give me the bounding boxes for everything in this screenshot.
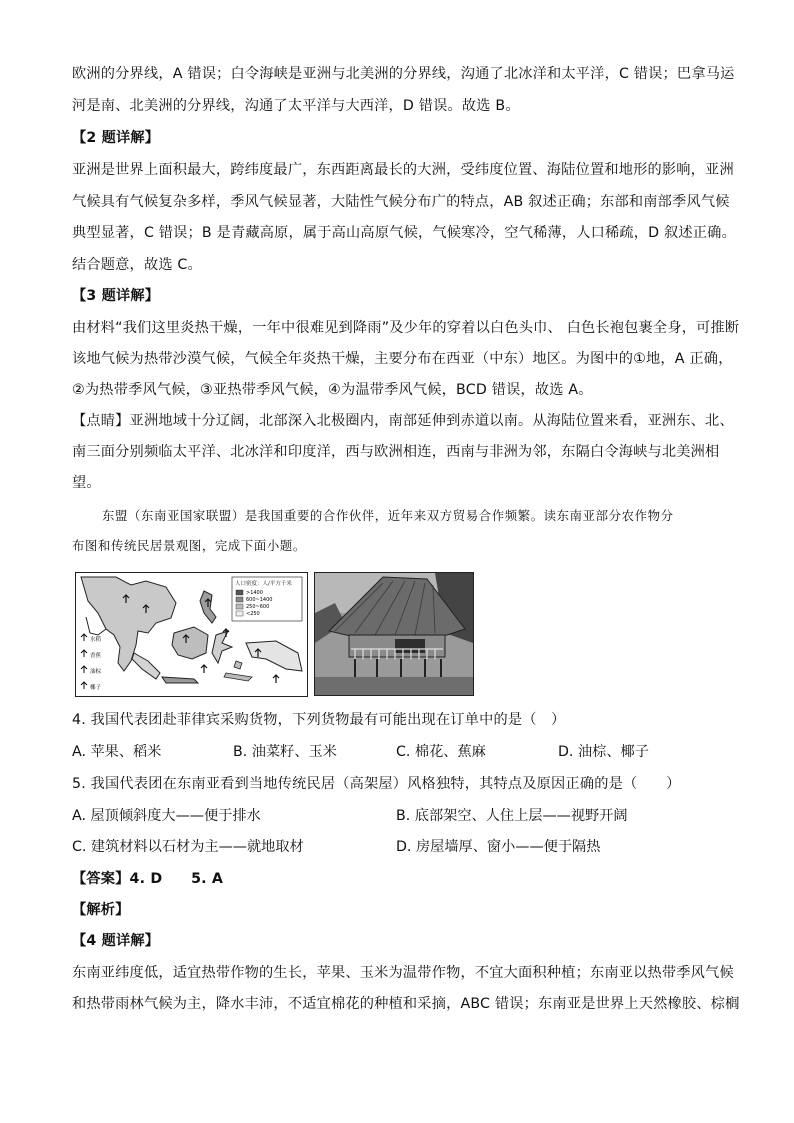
paragraph-line: 东南亚纬度低，适宜热带作物的生长，苹果、玉米为温带作物，不宜大面积种植；东南亚以热带季风气候 xyxy=(72,965,734,981)
legend-label: 250~600 xyxy=(246,604,270,610)
legend-swatch xyxy=(236,590,243,595)
sumatra-shape xyxy=(132,653,160,679)
note-paragraph-line: 南三面分别频临太平洋、北冰洋和印度洋，西与欧洲相连，西南与非洲为邻，东隔白令海峡与北美洲相 xyxy=(72,444,720,460)
paragraph-line: 亚洲是世界上面积最大，跨纬度最广，东西距离最长的大洲，受纬度位置、海陆位置和地形的影响，亚洲 xyxy=(72,162,734,178)
question-4: 4. 我国代表团赴菲律宾采购货物，下列货物最有可能出现在订单中的是（ ） xyxy=(72,712,566,728)
q5-option-d[interactable]: D. 房屋墙厚、窗小——便于隔热 xyxy=(396,839,601,855)
legend-label: <250 xyxy=(246,611,260,617)
island-shape xyxy=(224,673,252,681)
paragraph-line: 该地气候为热带沙漠气候，气候全年炎热干燥，主要分布在西亚（中东）地区。为图中的①地，A 正确， xyxy=(72,351,733,367)
legend-swatch xyxy=(236,597,243,602)
q4-option-a[interactable]: A. 苹果、稻米 xyxy=(72,744,162,760)
question-5: 5. 我国代表团在东南亚看到当地传统民居（高架屋）风格独特，其特点及原因正确的是（ ） xyxy=(72,776,681,792)
legend-swatch xyxy=(236,604,243,609)
paragraph-line: 和热带雨林气候为主，降水丰沛，不适宜棉花的种植和采摘，ABC 错误；东南亚是世界上天然橡胶、棕榈 xyxy=(72,996,740,1012)
map-graphic xyxy=(76,573,307,696)
borneo-shape xyxy=(172,627,208,659)
crop-label: 水稻 xyxy=(90,637,102,643)
paragraph-line: 由材料“我们这里炎热干燥，一年中很难见到降雨”及少年的穿着以白色头巾、 白色长袍包裹全身，可推断 xyxy=(72,320,740,336)
paragraph-line: 典型显著，C 错误；B 是青藏高原，属于高山高原气候，气候寒冷，空气稀薄，人口稀疏，D 叙述正确。 xyxy=(72,225,736,241)
q5-option-b[interactable]: B. 底部架空、人住上层——视野开阔 xyxy=(396,808,628,824)
crop-label: 油棕 xyxy=(90,669,102,675)
section-heading: 【2 题详解】 xyxy=(72,130,160,146)
stilt-house-graphic xyxy=(315,573,473,695)
island-shape xyxy=(234,661,242,669)
crop-label: 椰子 xyxy=(90,685,102,691)
note-paragraph-line: 望。 xyxy=(72,475,101,491)
legend-title: 人口密度：人/平方千米 xyxy=(235,581,292,587)
crop-legend xyxy=(81,634,102,691)
section-heading: 【4 题详解】 xyxy=(72,933,160,949)
q4-option-b[interactable]: B. 油菜籽、玉米 xyxy=(233,744,337,760)
ground xyxy=(315,677,473,695)
question-intro: 布图和传统民居景观图，完成下面小题。 xyxy=(72,538,306,553)
question-intro: 东盟（东南亚国家联盟）是我国重要的合作伙伴，近年来双方贸易合作频繁。读东南亚部分农作物分 xyxy=(102,508,674,523)
stilt-house-photo xyxy=(314,572,474,696)
q4-option-d[interactable]: D. 油棕、椰子 xyxy=(558,744,649,760)
legend-swatch xyxy=(236,611,243,616)
sulawesi-shape xyxy=(212,631,232,663)
analysis-heading: 【解析】 xyxy=(72,902,130,918)
q5-option-c[interactable]: C. 建筑材料以石材为主——就地取材 xyxy=(72,839,304,855)
paragraph-line: ②为热带季风气候，③亚热带季风气候，④为温带季风气候，BCD 错误，故选 A。 xyxy=(72,382,593,398)
new-guinea-shape xyxy=(246,641,302,671)
crop-label: 香蕉 xyxy=(90,653,102,659)
section-heading: 【3 题详解】 xyxy=(72,288,160,304)
q5-option-a[interactable]: A. 屋顶倾斜度大——便于排水 xyxy=(72,808,261,824)
window-opening xyxy=(395,639,425,653)
southeast-asia-crop-map xyxy=(75,572,308,697)
paragraph-line: 欧洲的分界线，A 错误；白令海峡是亚洲与北美洲的分界线，沟通了北冰洋和太平洋，C 错误；巴拿马运 xyxy=(72,66,735,82)
legend-label: >1400 xyxy=(246,590,263,596)
paragraph-line: 河是南、北美洲的分界线，沟通了太平洋与大西洋，D 错误。故选 B。 xyxy=(72,98,520,114)
note-paragraph-line: 【点睛】亚洲地域十分辽阔，北部深入北极圈内，南部延伸到赤道以南。从海陆位置来看，亚洲东、北、 xyxy=(72,413,734,429)
legend-label: 600~1400 xyxy=(246,597,273,603)
q4-option-c[interactable]: C. 棉花、蕉麻 xyxy=(396,744,486,760)
paragraph-line: 结合题意，故选 C。 xyxy=(72,257,202,273)
java-shape xyxy=(162,677,198,683)
paragraph-line: 气候具有气候复杂多样，季风气候显著，大陆性气候分布广的特点，AB 叙述正确；东部和南部季风气候 xyxy=(72,194,730,210)
answer-line: 【答案】4. D 5. A xyxy=(72,871,224,887)
